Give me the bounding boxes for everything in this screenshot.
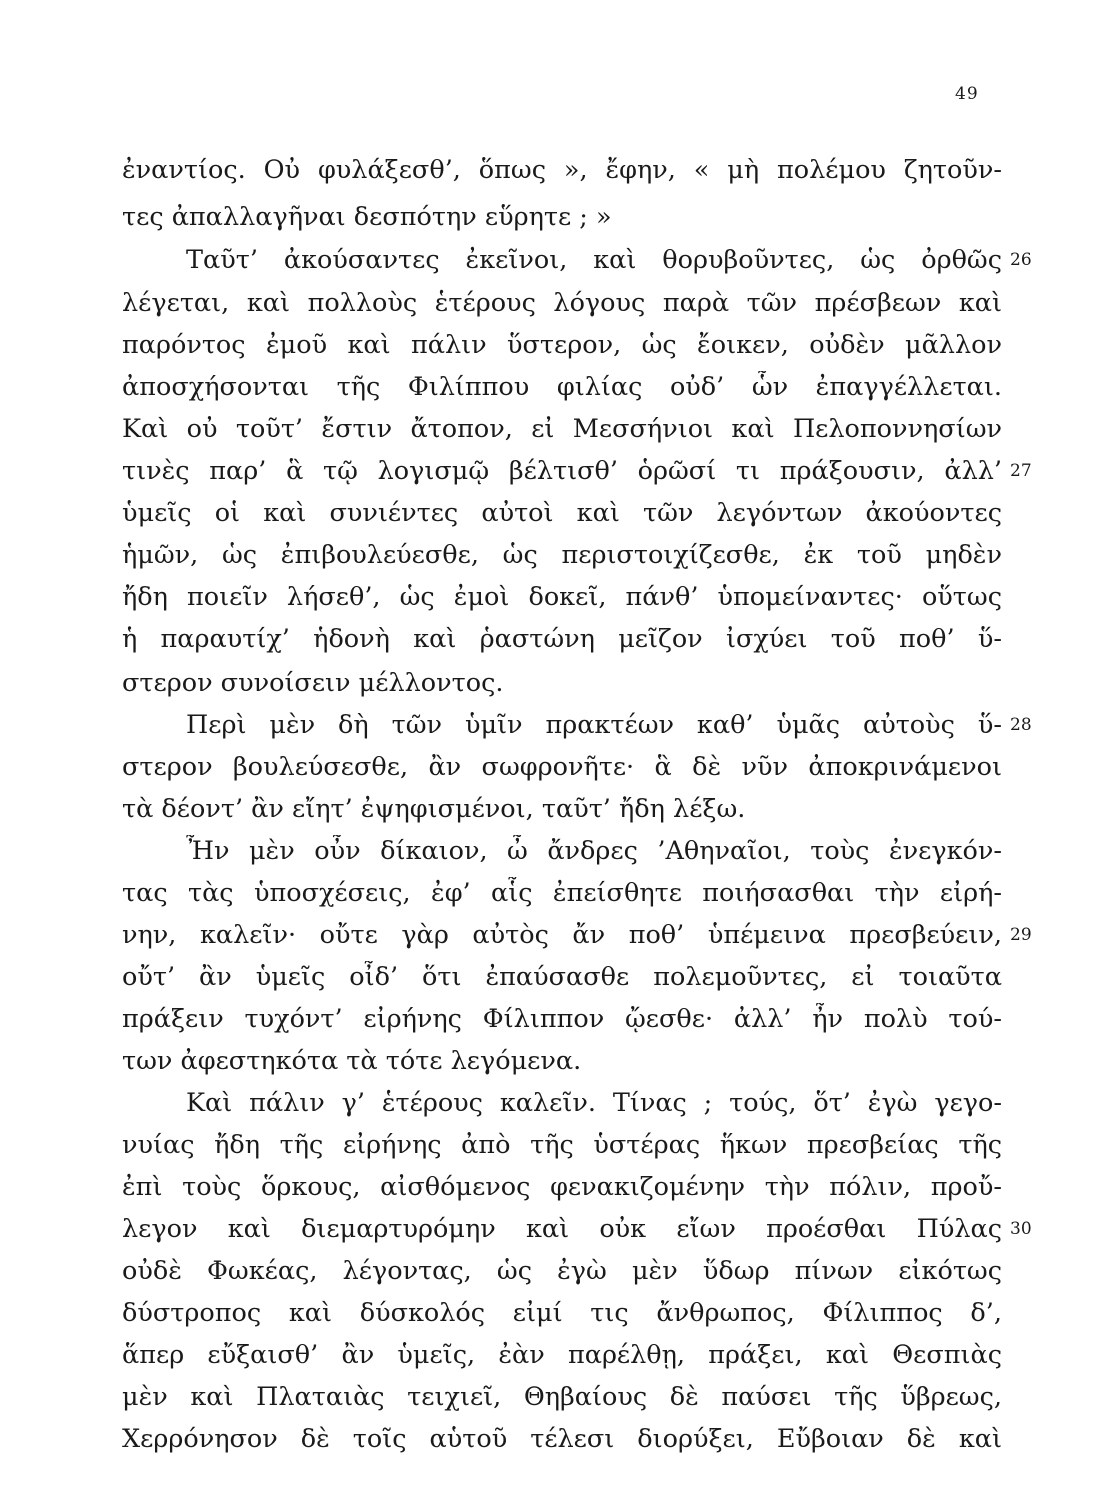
text-line: τὰ δέοντ’ ἂν εἴητ’ ἐψηφισμένοι, ταῦτ’ ἤδη λέξω. <box>122 794 746 824</box>
text-line: ἤδη ποιεῖν λήσεθ’, ὡς ἐμοὶ δοκεῖ, πάνθ’ ὑπομείναντες· οὕτως <box>122 582 1002 612</box>
section-number: 26 <box>1010 250 1032 270</box>
text-line: Ταῦτ’ ἀκούσαντες ἐκεῖνοι, καὶ θορυβοῦντες, ὡς ὀρθῶς <box>186 245 1002 275</box>
section-number: 29 <box>1010 925 1032 945</box>
text-line: ἅπερ εὔξαισθ’ ἂν ὑμεῖς, ἐὰν παρέλθῃ, πράξει, καὶ Θεσπιὰς <box>122 1340 1002 1370</box>
text-line: Χερρόνησον δὲ τοῖς αὑτοῦ τέλεσι διορύξει, Εὔβοιαν δὲ καὶ <box>122 1424 1002 1454</box>
text-line: τας τὰς ὑποσχέσεις, ἐφ’ αἷς ἐπείσθητε ποιήσασθαι τὴν εἰρή- <box>122 878 1002 908</box>
text-line: ἡ παραυτίχ’ ἡδονὴ καὶ ῥαστώνη μεῖζον ἰσχύει τοῦ ποθ’ ὕ- <box>122 624 1002 654</box>
text-line: Καὶ πάλιν γ’ ἑτέρους καλεῖν. Τίνας ; τούς, ὅτ’ ἐγὼ γεγο- <box>186 1088 1002 1118</box>
text-line: ἐναντίος. Οὐ φυλάξεσθ’, ὅπως », ἔφην, « μὴ πολέμου ζητοῦν- <box>122 155 1002 185</box>
text-line: παρόντος ἐμοῦ καὶ πάλιν ὕστερον, ὡς ἔοικεν, οὐδὲν μᾶλλον <box>122 330 1002 360</box>
section-number: 28 <box>1010 715 1032 735</box>
text-line: νυίας ἤδη τῆς εἰρήνης ἀπὸ τῆς ὑστέρας ἥκων πρεσβείας τῆς <box>122 1130 1002 1160</box>
text-line: στερον βουλεύσεσθε, ἂν σωφρονῆτε· ἃ δὲ νῦν ἀποκρινάμενοι <box>122 752 1002 782</box>
text-line: πράξειν τυχόντ’ εἰρήνης Φίλιππον ᾤεσθε· ἀλλ’ ἦν πολὺ τού- <box>122 1004 1002 1034</box>
text-line: λεγον καὶ διεμαρτυρόμην καὶ οὐκ εἴων προέσθαι Πύλας <box>122 1214 1002 1244</box>
text-line: ὑμεῖς οἱ καὶ συνιέντες αὐτοὶ καὶ τῶν λεγόντων ἀκούοντες <box>122 498 1002 528</box>
text-line: τινὲς παρ’ ἃ τῷ λογισμῷ βέλτισθ’ ὁρῶσί τι πράξουσιν, ἀλλ’ <box>122 456 1002 486</box>
text-line: ἐπὶ τοὺς ὅρκους, αἰσθόμενος φενακιζομένην τὴν πόλιν, προὔ- <box>122 1172 1002 1202</box>
text-line: οὐδὲ Φωκέας, λέγοντας, ὡς ἐγὼ μὲν ὕδωρ πίνων εἰκότως <box>122 1256 1002 1286</box>
text-line: ἀποσχήσονται τῆς Φιλίππου φιλίας οὐδ’ ὧν ἐπαγγέλλεται. <box>122 372 1002 402</box>
text-line: λέγεται, καὶ πολλοὺς ἑτέρους λόγους παρὰ τῶν πρέσβεων καὶ <box>122 288 1002 318</box>
text-line: των ἀφεστηκότα τὰ τότε λεγόμενα. <box>122 1046 582 1076</box>
text-line: Περὶ μὲν δὴ τῶν ὑμῖν πρακτέων καθ’ ὑμᾶς αὐτοὺς ὕ- <box>186 710 1002 740</box>
text-line: στερον συνοίσειν μέλλοντος. <box>122 668 504 698</box>
page-number: 49 <box>955 84 979 104</box>
text-line: δύστροπος καὶ δύσκολός εἰμί τις ἄνθρωπος, Φίλιππος δ’, <box>122 1298 1002 1328</box>
text-line: Καὶ οὐ τοῦτ’ ἔστιν ἄτοπον, εἰ Μεσσήνιοι καὶ Πελοποννησίων <box>122 414 1002 444</box>
text-line: νην, καλεῖν· οὔτε γὰρ αὐτὸς ἄν ποθ’ ὑπέμεινα πρεσβεύειν, <box>122 920 1002 950</box>
text-line: τες ἀπαλλαγῆναι δεσπότην εὕρητε ; » <box>122 202 612 232</box>
section-number: 30 <box>1010 1219 1032 1239</box>
text-line: ἡμῶν, ὡς ἐπιβουλεύεσθε, ὡς περιστοιχίζεσθε, ἐκ τοῦ μηδὲν <box>122 540 1002 570</box>
section-number: 27 <box>1010 461 1032 481</box>
text-line: οὔτ’ ἂν ὑμεῖς οἶδ’ ὅτι ἐπαύσασθε πολεμοῦντες, εἰ τοιαῦτα <box>122 962 1002 992</box>
text-line: Ἦν μὲν οὖν δίκαιον, ὦ ἄνδρες ’Αθηναῖοι, τοὺς ἐνεγκόν- <box>186 836 1002 866</box>
text-line: μὲν καὶ Πλαταιὰς τειχιεῖ, Θηβαίους δὲ παύσει τῆς ὕβρεως, <box>122 1382 1002 1412</box>
